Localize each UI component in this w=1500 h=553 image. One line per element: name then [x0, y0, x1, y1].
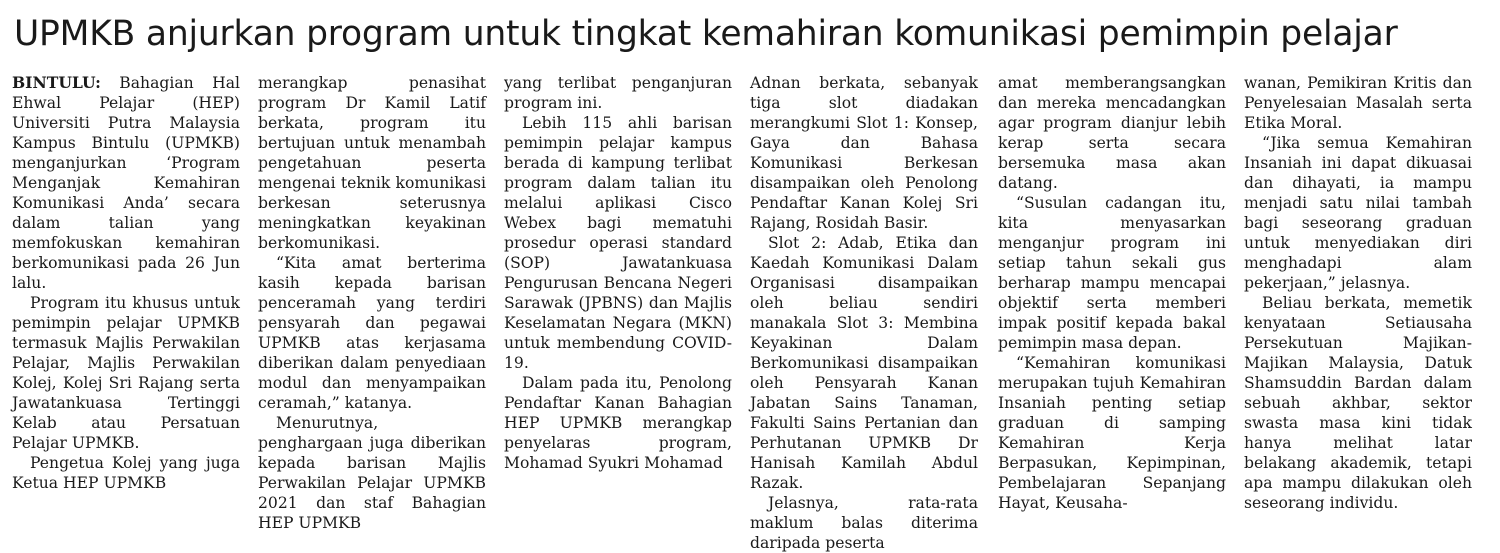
paragraph: Slot 2: Adab, Etika dan Kaedah Komunikasi Dalam Organisasi disampaikan oleh beliau sendiri manakala Slot 3: Membina Keyakinan Dalam Berkomunikasi disampaikan oleh Pensyarah Kanan Jabatan Sains Tanaman, Fakulti Sains Pertanian dan Perhutanan UPMKB Dr Hanisah Kamilah Abdul Razak.	[750, 234, 978, 492]
paragraph: “Kemahiran komunikasi merupakan tujuh Kemahiran Insaniah penting setiap graduan di samping Kemahiran Kerja Berpasukan, Kepimpinan, Pembelajaran Sepanjang Hayat, Keusaha-	[998, 354, 1226, 512]
dateline: BINTULU:	[12, 73, 101, 92]
paragraph-text: Bahagian Hal Ehwal Pelajar (HEP) Universiti Putra Malaysia Kampus Bintulu (UPMKB) menganjurkan ‘Program Menganjak Kemahiran Komunikasi Anda’ secara dalam talian yang memfokuskan kemahiran berkomunikasi pada 26 Jun lalu.	[12, 74, 240, 292]
paragraph	[12, 73, 240, 293]
article-column-1	[12, 73, 240, 493]
article-headline: UPMKB anjurkan program untuk tingkat kemahiran komunikasi pemimpin pelajar	[14, 14, 1398, 54]
article-column-6	[1244, 73, 1472, 513]
paragraph: merangkap penasihat program Dr Kamil Latif berkata, program itu bertujuan untuk menambah pengetahuan peserta mengenai teknik komunikasi berkesan seterusnya meningkatkan keyakinan berkomunikasi.	[258, 74, 486, 252]
paragraph: “Jika semua Kemahiran Insaniah ini dapat dikuasai dan dihayati, ia mampu menjadi satu nilai tambah bagi seseorang graduan untuk menyediakan diri menghadapi alam pekerjaan,” jelasnya.	[1244, 134, 1472, 292]
paragraph: “Kita amat berterima kasih kepada barisan penceramah yang terdiri pensyarah dan pegawai UPMKB atas kerjasama diberikan dalam penyediaan modul dan menyampaikan ceramah,” katanya.	[258, 254, 486, 412]
paragraph: Dalam pada itu, Penolong Pendaftar Kanan Bahagian HEP UPMKB merangkap penyelaras program, Mohamad Syukri Mohamad	[504, 374, 732, 472]
paragraph: Beliau berkata, memetik kenyataan Setiausaha Persekutuan Majikan-Majikan Malaysia, Datuk Shamsuddin Bardan dalam sebuah akhbar, sektor swasta masa kini tidak hanya melihat latar belakang akademik, tetapi apa mampu dilakukan oleh seseorang individu.	[1244, 294, 1472, 512]
paragraph: Pengetua Kolej yang juga Ketua HEP UPMKB	[12, 454, 240, 492]
article-column-3	[504, 73, 732, 473]
paragraph: yang terlibat penganjuran program ini.	[504, 74, 732, 112]
article-column-4	[750, 73, 978, 553]
paragraph: Menurutnya, penghargaan juga diberikan kepada barisan Majlis Perwakilan Pelajar UPMKB 2021 dan staf Bahagian HEP UPMKB	[258, 414, 486, 532]
paragraph: Adnan berkata, sebanyak tiga slot diadakan merangkumi Slot 1: Konsep, Gaya dan Bahasa Komunikasi Berkesan disampaikan oleh Penolong Pendaftar Kanan Kolej Sri Rajang, Rosidah Basir.	[750, 74, 978, 232]
paragraph: wanan, Pemikiran Kritis dan Penyelesaian Masalah serta Etika Moral.	[1244, 74, 1472, 132]
paragraph: Lebih 115 ahli barisan pemimpin pelajar kampus berada di kampung terlibat program dalam talian itu melalui aplikasi Cisco Webex bagi mematuhi prosedur operasi standard (SOP) Jawatankuasa Pengurusan Bencana Negeri Sarawak (JPBNS) dan Majlis Keselamatan Negara (MKN) untuk membendung COVID-19.	[504, 114, 732, 372]
article-body	[12, 73, 1496, 552]
article-column-5	[998, 73, 1226, 513]
paragraph: Program itu khusus untuk pemimpin pelajar UPMKB termasuk Majlis Perwakilan Pelajar, Majlis Perwakilan Kolej, Kolej Sri Rajang serta Jawatankuasa Tertinggi Kelab atau Persatuan Pelajar UPMKB.	[12, 294, 240, 452]
paragraph: amat memberangsangkan dan mereka mencadangkan agar program dianjur lebih kerap serta secara bersemuka masa akan datang.	[998, 74, 1226, 192]
article-column-2	[258, 73, 486, 533]
paragraph: Jelasnya, rata-rata maklum balas diterima daripada peserta	[750, 494, 978, 552]
paragraph: “Susulan cadangan itu, kita menyasarkan menganjur program ini setiap tahun sekali gus berharap mampu mencapai objektif serta memberi impak positif kepada bakal pemimpin masa depan.	[998, 194, 1226, 352]
